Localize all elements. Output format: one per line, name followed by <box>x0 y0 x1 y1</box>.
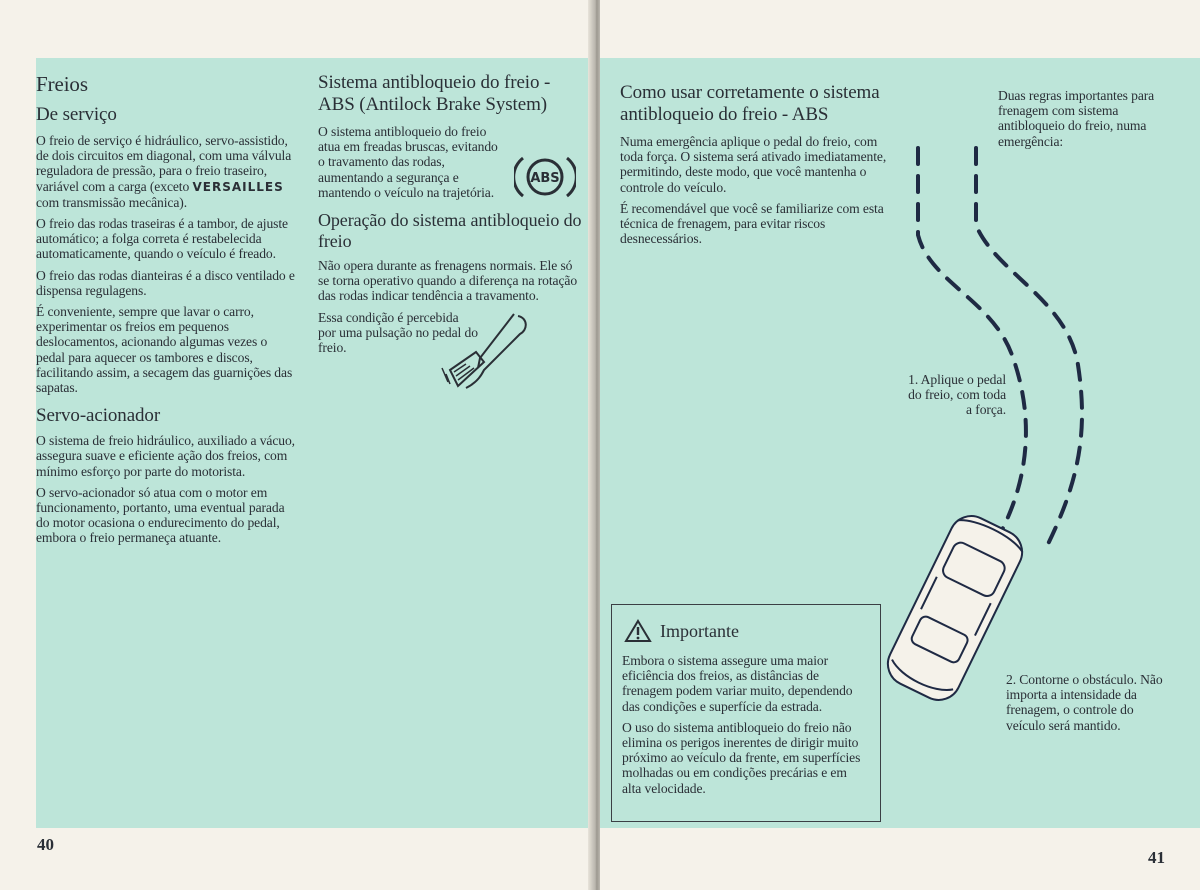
paragraph-abs-1: O sistema antibloqueio do freio atua em freadas bruscas, evitando o travamento das rodas, aumentando a segurança e mantendo o veículo na trajetória. <box>318 124 498 200</box>
page-number-right: 41 <box>1148 848 1165 867</box>
important-box <box>611 604 881 822</box>
step-1-text: 1. Aplique o pedal do freio, com toda a força. <box>908 372 1006 418</box>
abs-warning-icon <box>514 152 576 202</box>
paragraph-servo-1: O sistema de freio hidráulico, auxiliado a vácuo, assegura suave e eficiente ação dos freios, com mínimo esforço por parte do motorista. <box>36 433 295 479</box>
subtitle-operacao: Operação do sistema antibloqueio do freio <box>318 210 582 252</box>
important-paragraph-1: Embora o sistema assegure uma maior eficiência dos freios, as distâncias de frenagem podem variar muito, dependendo das condições e superfície da estrada. <box>622 653 853 714</box>
important-header <box>624 619 739 643</box>
left-column-1 <box>36 72 298 552</box>
dashed-path-right <box>976 148 1082 548</box>
abs-badge-label: ABS <box>530 171 560 186</box>
left-page <box>0 0 592 890</box>
important-body <box>622 653 866 802</box>
subtitle-servo-acionador: Servo-acionador <box>36 405 161 427</box>
paragraph-servico-3: O freio das rodas dianteiras é a disco ventilado e dispensa regulagens. <box>36 267 295 298</box>
paragraph-servico-2: O freio das rodas traseiras é a tambor, de ajuste automático; a folga correta é restabelecida automaticamente, quando o veículo é freado. <box>36 216 288 262</box>
paragraph-servico-4: É conveniente, sempre que lavar o carro, experimentar os freios em pequenos deslocamentos, acionando algumas vezes o pedal para aquecer os tambores e discos, facilitando assim, a secagem das guarnições das sapatas. <box>36 304 293 396</box>
paragraph-operacao-2: Essa condição é percebida por uma pulsação no pedal do freio. <box>318 309 478 356</box>
abs-title: Sistema antibloqueio do freio - ABS (Antilock Brake System) <box>318 72 551 115</box>
step-2-text: 2. Contorne o obstáculo. Não importa a intensidade da frenagem, o controle do veículo será mantido. <box>1006 672 1163 733</box>
important-title: Importante <box>660 620 739 641</box>
brand-versailles: VERSAILLES <box>192 179 284 194</box>
rules-intro: Duas regras importantes para frenagem com sistema antibloqueio do freio, numa emergência: <box>998 88 1155 149</box>
paragraph-servo-2: O servo-acionador só atua com o motor em funcionamento, portanto, uma eventual parada do motor ocasiona o endurecimento do pedal, embora o freio permaneça atuante. <box>36 484 285 546</box>
right-title: Como usar corretamente o sistema antibloqueio do freio - ABS <box>620 82 880 125</box>
page-number-left: 40 <box>37 835 54 854</box>
brake-pedal-icon <box>436 312 532 392</box>
subtitle-de-servico: De serviço <box>36 104 117 125</box>
paragraph-servico-1: O freio de serviço é hidráulico, servo-assistido, de dois circuitos em diagonal, com uma válvula reguladora de pressão, para o freio traseiro, variável com a carga (exceto VERSAILLES com transmissão mecânica). <box>36 133 292 210</box>
section-title-freios: Freios <box>36 72 88 96</box>
paragraph-uso-1: Numa emergência aplique o pedal do freio, com toda força. O sistema será ativado imediatamente, permitindo, deste modo, que você mantenha o controle do veículo. <box>620 134 887 195</box>
paragraph-operacao-1: Não opera durante as frenagens normais. Ele só se torna operativo quando a diferença na rotação das rodas indicar tendência a travamento. <box>318 258 578 304</box>
dashed-path-left <box>918 148 1026 530</box>
paragraph-uso-2: É recomendável que você se familiarize com esta técnica de frenagem, para evitar riscos desnecessários. <box>620 200 884 247</box>
important-paragraph-2: O uso do sistema antibloqueio do freio não elimina os perigos inerentes de dirigir muito próximo ao veículo da frente, em superfícies molhadas ou em condições precárias e em alta velocidade. <box>622 719 861 796</box>
warning-triangle-icon <box>624 619 652 643</box>
